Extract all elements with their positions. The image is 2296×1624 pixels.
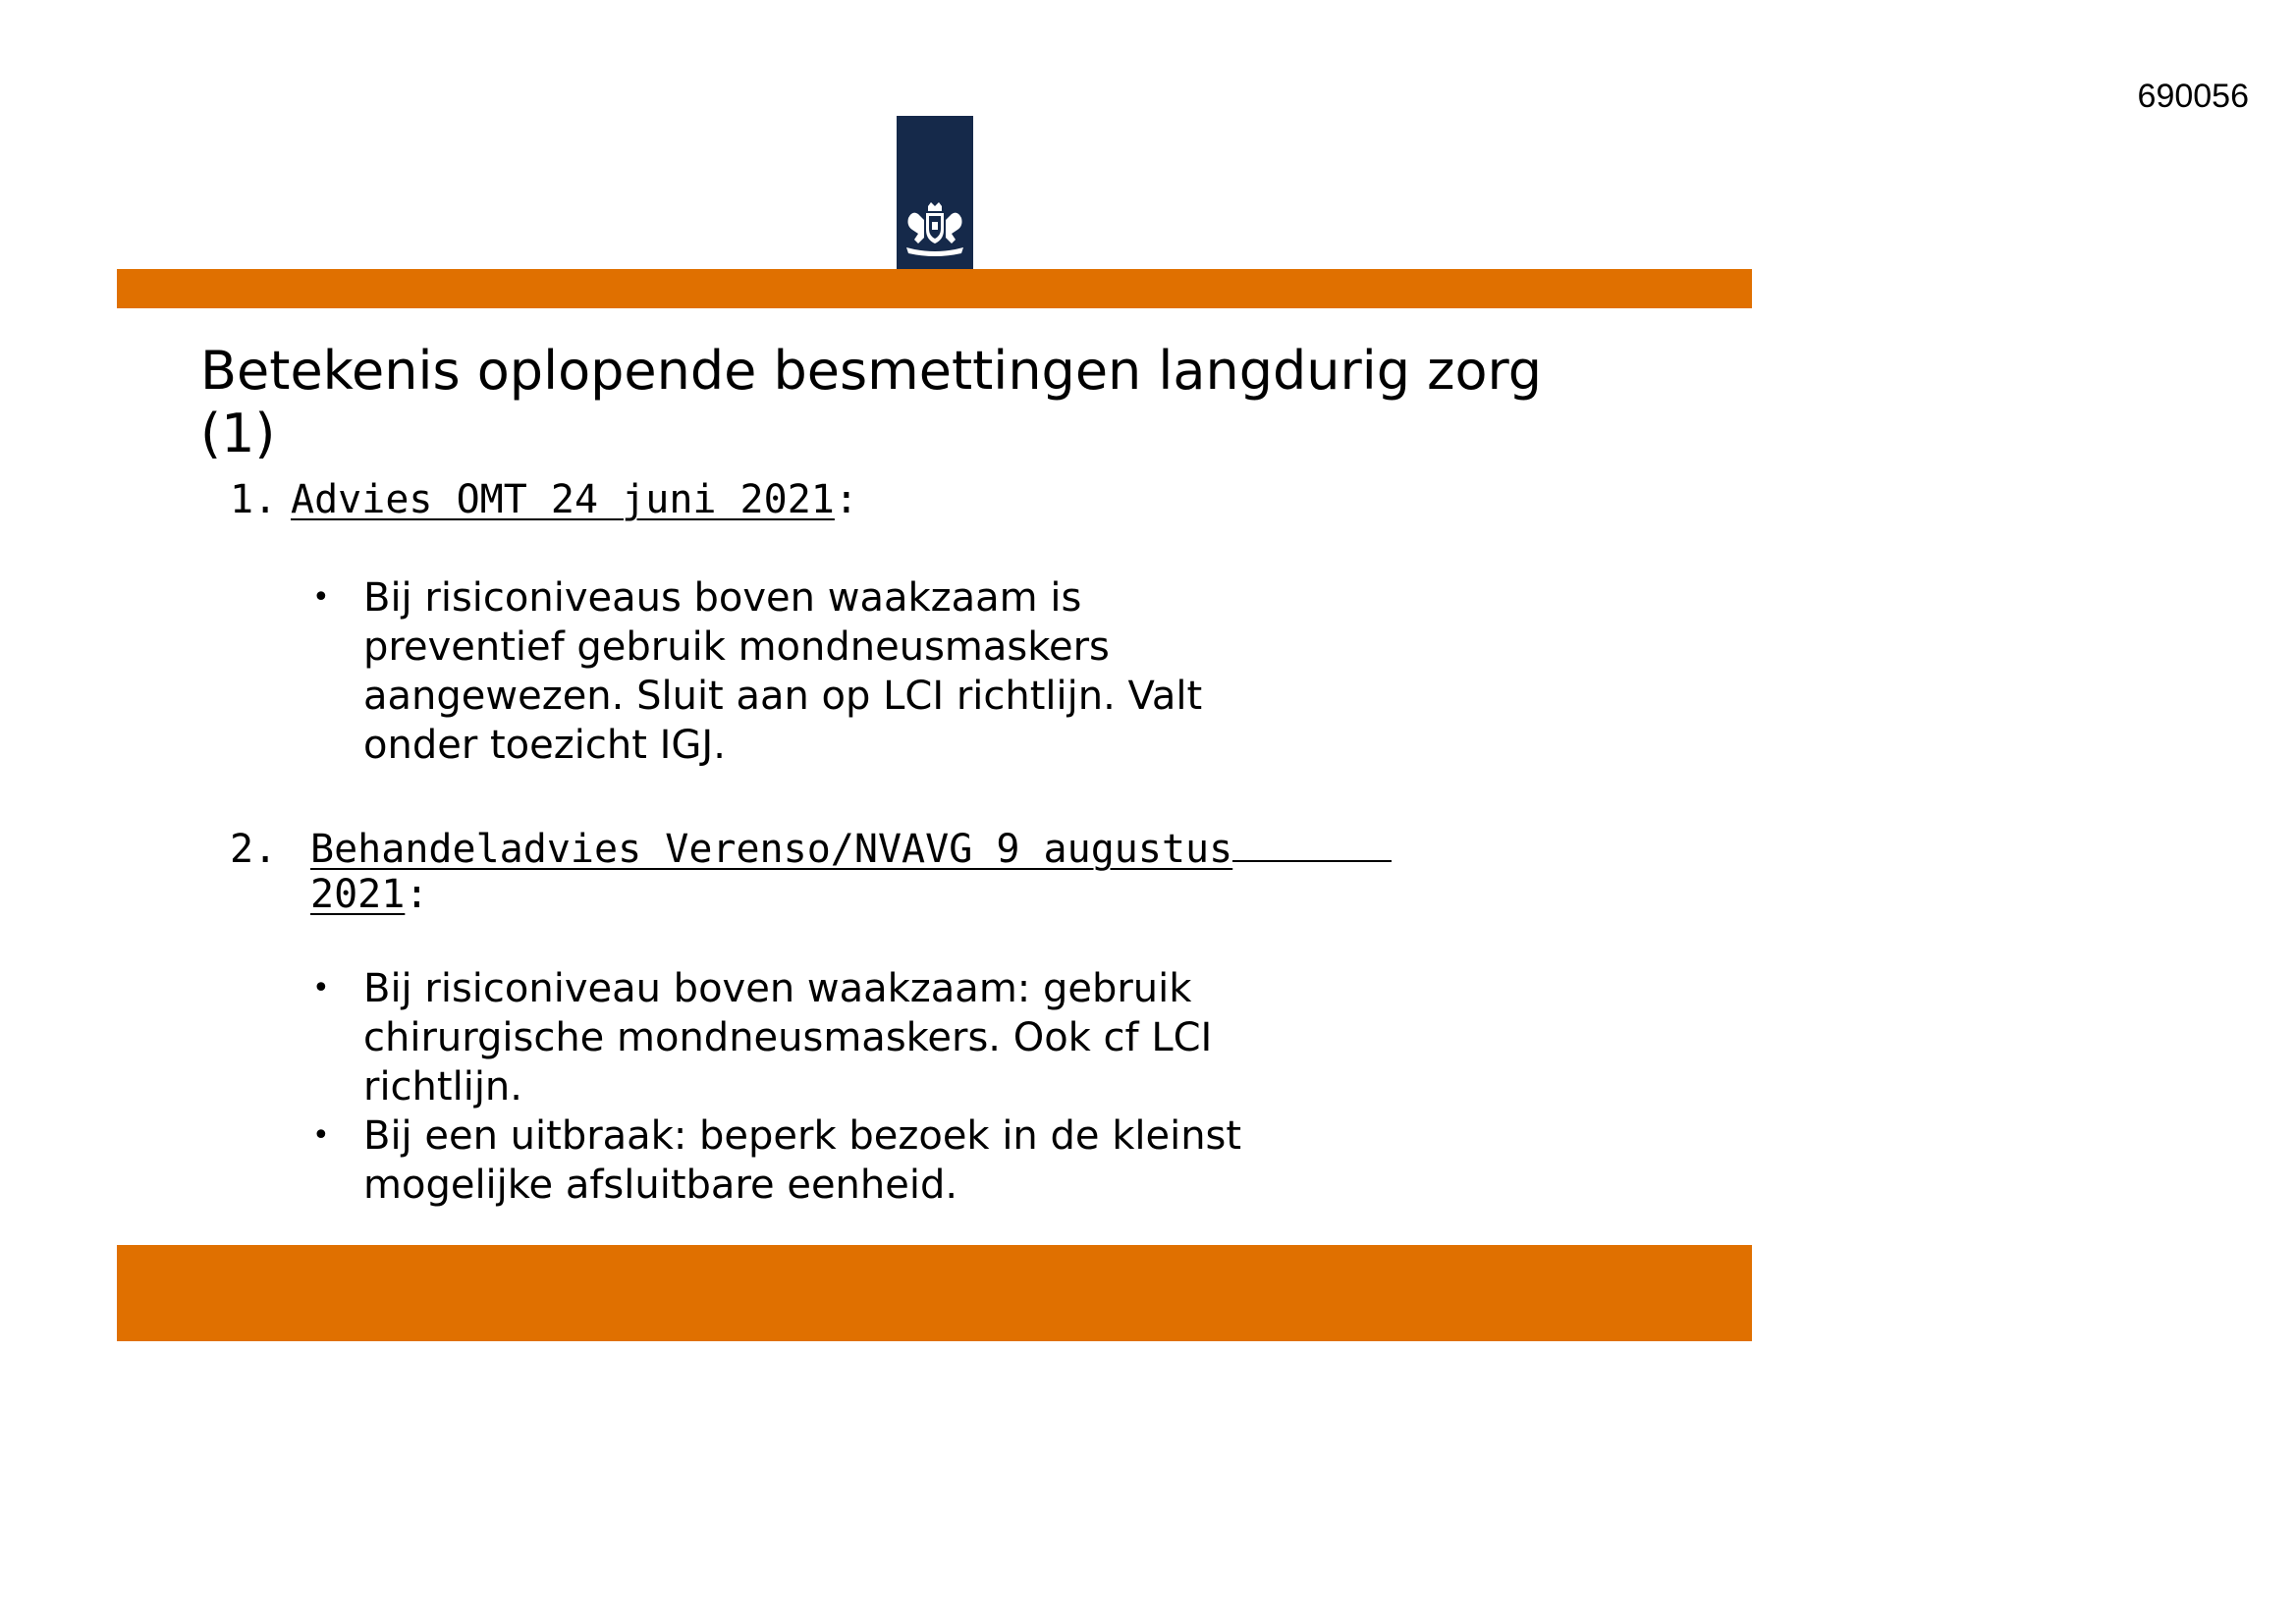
bullet-line: onder toezicht IGJ. [363, 723, 726, 768]
bullet-line: Bij risiconiveau boven waakzaam: gebruik [363, 966, 1192, 1011]
bullet-icon: • [312, 971, 330, 1005]
list-item [312, 573, 1294, 770]
list-heading-2 [230, 821, 1392, 874]
verenso-advice-link[interactable]: Behandeladvies Verenso/NVAVG 9 augustus [310, 827, 1233, 872]
list-item [312, 964, 1294, 1111]
coat-of-arms-icon [901, 200, 969, 259]
bullet-icon: • [312, 1118, 330, 1153]
bullet-list-2 [312, 964, 1294, 1210]
bullet-line: aangewezen. Sluit aan op LCI richtlijn. Valt [363, 674, 1203, 719]
top-accent-bar [117, 269, 1752, 308]
slide-title [200, 340, 1575, 465]
rijksoverheid-logo [897, 116, 973, 269]
list-item [312, 1111, 1294, 1210]
bullet-line: richtlijn. [363, 1064, 522, 1110]
bullet-line: Bij een uitbraak: beperk bezoek in de kleinst [363, 1113, 1242, 1159]
list-number: 1. [230, 477, 278, 522]
bullet-line: chirurgische mondneusmaskers. Ook cf LCI [363, 1015, 1213, 1060]
heading-suffix: : [834, 477, 858, 522]
list-heading-2-continuation [310, 870, 428, 919]
list-number: 2. [230, 827, 278, 872]
omt-advice-link[interactable]: Advies OMT 24 juni 2021 [291, 477, 835, 522]
bullet-line: Bij risiconiveaus boven waakzaam is [363, 575, 1082, 621]
document-number: 690056 [2137, 78, 2249, 115]
bullet-icon: • [312, 580, 330, 615]
list-heading-1 [230, 475, 858, 524]
bullet-line: mogelijke afsluitbare eenheid. [363, 1163, 958, 1208]
verenso-advice-link-year[interactable]: 2021 [310, 872, 406, 917]
bullet-list-1 [312, 573, 1294, 770]
slide-title-line2: (1) [200, 403, 276, 464]
slide-title-line1: Betekenis oplopende besmettingen langdurig zorg [200, 340, 1543, 402]
bottom-accent-bar [117, 1245, 1752, 1341]
bullet-line: preventief gebruik mondneusmaskers [363, 624, 1110, 670]
underline-extension [1232, 821, 1392, 862]
heading-suffix: : [405, 872, 429, 917]
